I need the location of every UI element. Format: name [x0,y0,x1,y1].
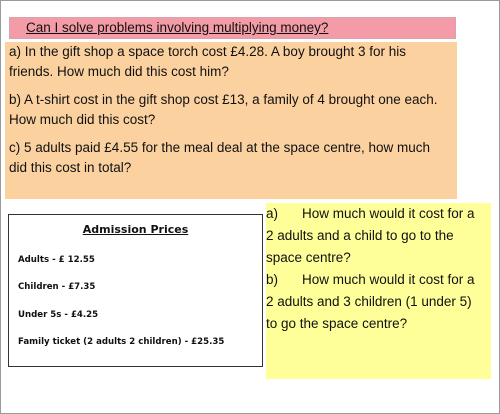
admission-question-b-marker: b) [266,272,279,287]
question-a: a) In the gift shop a space torch cost £4.28. A boy brought 3 for his friends. How much did this cost him? [9,44,406,79]
questions-box [5,42,457,199]
question-c: c) 5 adults paid £4.55 for the meal deal at the space centre, how much did this cost in total? [9,140,430,175]
admission-prices-heading: Admission Prices [82,223,189,236]
page-title: Can I solve problems involving multiplying money? [9,17,456,39]
admission-question-a-text: How much would it cost for a 2 adults and a child to go to the space centre? [266,206,475,265]
admission-question-b-text: How much would it cost for a 2 adults and 3 children (1 under 5) to go the space centre? [266,272,475,331]
admission-under5s-price: Under 5s - £4.25 [18,310,99,320]
admission-question-a [266,203,485,269]
admission-children-price: Children - £7.35 [18,282,96,292]
admission-adults-price: Adults - £ 12.55 [18,255,95,265]
admission-prices-card [8,214,263,367]
admission-question-a-marker: a) [266,206,279,221]
admission-questions-box [266,203,491,379]
admission-question-b [266,269,485,335]
question-b: b) A t-shirt cost in the gift shop cost £13, a family of 4 brought one each. How much did this cost? [9,92,438,127]
admission-family-price: Family ticket (2 adults 2 children) - £25.35 [18,337,225,347]
